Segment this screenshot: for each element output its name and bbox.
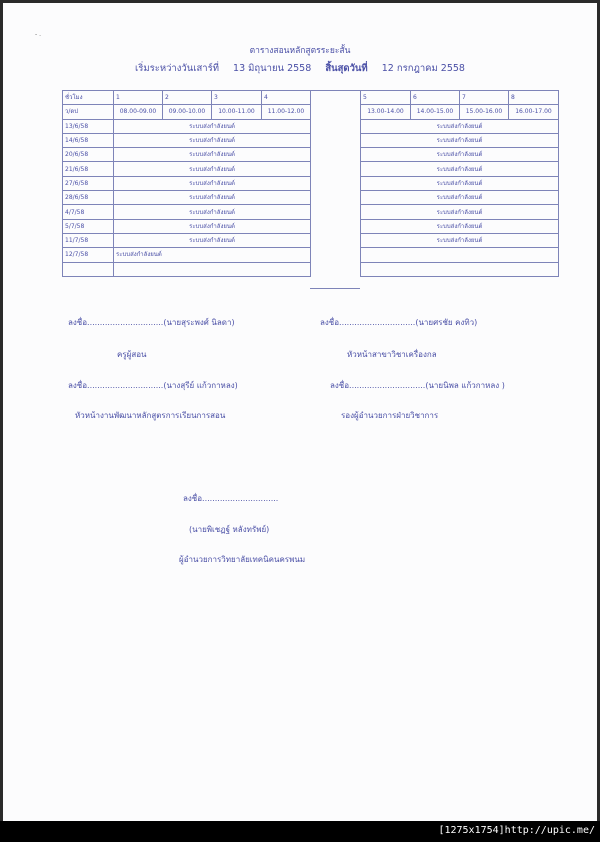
table-row-empty: [63, 262, 311, 276]
table-row: [63, 205, 311, 219]
schedule-table-morning: [62, 90, 311, 277]
table-row: [361, 162, 559, 176]
table-row: [361, 233, 559, 247]
table-row-empty: [361, 262, 559, 276]
period-number: 6: [411, 91, 460, 105]
period-number: 2: [163, 91, 212, 105]
image-host-footer: [0, 821, 600, 842]
course-cell: ระบบส่งกำลังยนต์: [114, 119, 311, 133]
document-title: ตารางสอนหลักสูตรระยะสั้น: [249, 46, 351, 56]
time-slot: 15.00-16.00: [460, 105, 509, 119]
name-director: (นายพิเชฏฐ์ หลังทรัพย์): [189, 525, 270, 534]
period-row: [63, 91, 311, 105]
start-label: เริ่มระหว่างวันเสาร์ที่: [135, 63, 219, 74]
table-row: [361, 176, 559, 190]
period-number: 1: [114, 91, 163, 105]
lunch-break-column: [310, 90, 360, 289]
course-cell: ระบบส่งกำลังยนต์: [114, 233, 311, 247]
end-label: สิ้นสุดวันที่: [325, 63, 368, 74]
course-cell: ระบบส่งกำลังยนต์: [114, 133, 311, 147]
start-date: 13 มิถุนายน 2558: [233, 63, 312, 74]
course-cell: ระบบส่งกำลังยนต์: [361, 176, 559, 190]
time-slot: 14.00-15.00: [411, 105, 460, 119]
course-cell: ระบบส่งกำลังยนต์: [114, 205, 311, 219]
document-subtitle: [3, 61, 597, 76]
date-cell: 14/6/58: [63, 133, 114, 147]
course-cell: ระบบส่งกำลังยนต์: [361, 205, 559, 219]
period-number: 3: [212, 91, 262, 105]
signature-line-curriculum-head: ลงชื่อ..............................(นางสุรีย์ แก้วกาหลง): [68, 381, 238, 390]
footer-caption: [1275x1754]http://upic.me/: [438, 825, 595, 836]
table-row: [63, 219, 311, 233]
course-cell: ระบบส่งกำลังยนต์: [114, 191, 311, 205]
period-number: 7: [460, 91, 509, 105]
table-row: [361, 119, 559, 133]
table-row: [63, 233, 311, 247]
course-cell: ระบบส่งกำลังยนต์: [114, 148, 311, 162]
date-cell: 11/7/58: [63, 233, 114, 247]
time-slot: 08.00-09.00: [114, 105, 163, 119]
course-cell: ระบบส่งกำลังยนต์: [361, 119, 559, 133]
signature-line-director: ลงชื่อ..............................: [183, 494, 279, 503]
signature-line-deputy-director: ลงชื่อ..............................(นายนิพล แก้วกาหลง ): [330, 381, 505, 390]
scan-mark: - .: [35, 31, 41, 38]
table-row: [63, 191, 311, 205]
date-cell: 28/6/58: [63, 191, 114, 205]
period-row: [361, 91, 559, 105]
course-cell: ระบบส่งกำลังยนต์: [114, 162, 311, 176]
course-cell: ระบบส่งกำลังยนต์: [361, 133, 559, 147]
date-cell: 12/7/58: [63, 248, 114, 262]
course-cell: ระบบส่งกำลังยนต์: [361, 148, 559, 162]
table-row-empty: [361, 248, 559, 262]
role-curriculum-head: หัวหน้างานพัฒนาหลักสูตรการเรียนการสอน: [75, 411, 226, 420]
date-cell: 27/6/58: [63, 176, 114, 190]
time-slot: 11.00-12.00: [262, 105, 311, 119]
end-date: 12 กรกฎาคม 2558: [381, 63, 465, 74]
date-cell: 21/6/58: [63, 162, 114, 176]
period-number: 5: [361, 91, 411, 105]
table-row: [361, 219, 559, 233]
signature-line-department-head: ลงชื่อ..............................(นายศรชัย คงทิว): [320, 318, 478, 327]
table-row: [361, 205, 559, 219]
role-deputy-director: รองผู้อำนวยการฝ่ายวิชาการ: [341, 411, 439, 420]
date-cell: 4/7/58: [63, 205, 114, 219]
role-director: ผู้อำนวยการวิทยาลัยเทคนิคนครพนม: [179, 555, 306, 564]
date-cell: 13/6/58: [63, 119, 114, 133]
table-row: [63, 119, 311, 133]
course-cell: ระบบส่งกำลังยนต์: [361, 191, 559, 205]
table-row: [63, 162, 311, 176]
course-cell: ระบบส่งกำลังยนต์: [114, 248, 311, 262]
course-cell: ระบบส่งกำลังยนต์: [361, 233, 559, 247]
period-header: ชั่วโมง: [63, 91, 114, 105]
time-slot: 10.00-11.00: [212, 105, 262, 119]
table-row: [63, 133, 311, 147]
time-slot: 16.00-17.00: [509, 105, 559, 119]
course-cell: ระบบส่งกำลังยนต์: [361, 162, 559, 176]
time-row: [63, 105, 311, 119]
table-row: [361, 133, 559, 147]
schedule-table-afternoon: [360, 90, 559, 277]
signature-line-instructor: ลงชื่อ..............................(นายสุระพงศ์ นิลดา): [68, 318, 235, 327]
course-cell: ระบบส่งกำลังยนต์: [361, 219, 559, 233]
time-slot: 13.00-14.00: [361, 105, 411, 119]
date-cell: 20/6/58: [63, 148, 114, 162]
period-number: 4: [262, 91, 311, 105]
role-department-head: หัวหน้าสาขาวิชาเครื่องกล: [347, 350, 437, 359]
table-row: [63, 148, 311, 162]
role-instructor: ครูผู้สอน: [117, 350, 147, 359]
table-row: [361, 148, 559, 162]
time-slot: 09.00-10.00: [163, 105, 212, 119]
course-cell: ระบบส่งกำลังยนต์: [114, 176, 311, 190]
date-cell: 5/7/58: [63, 219, 114, 233]
time-row: [361, 105, 559, 119]
table-row: [63, 248, 311, 262]
table-row: [361, 191, 559, 205]
course-cell: ระบบส่งกำลังยนต์: [114, 219, 311, 233]
table-row: [63, 176, 311, 190]
document-page: [3, 3, 597, 821]
period-number: 8: [509, 91, 559, 105]
date-header: ว/ดป: [63, 105, 114, 119]
